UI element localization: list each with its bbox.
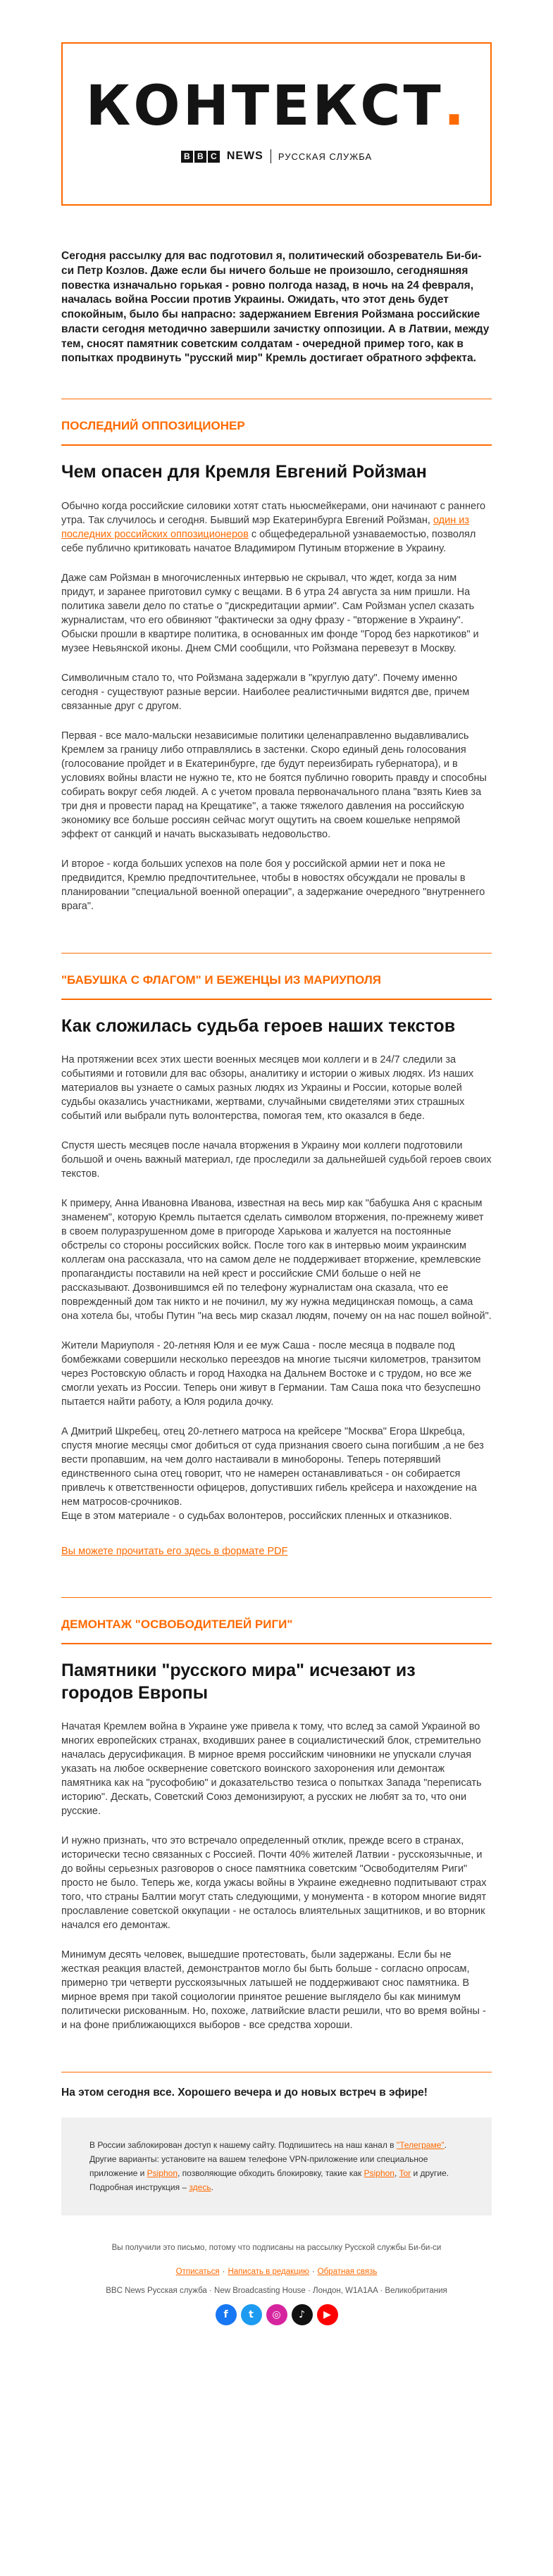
- section-headline: Чем опасен для Кремля Евгений Ройзман: [61, 462, 427, 482]
- intro-text: Сегодня рассылку для вас подготовил я, политический обозреватель Би-би-си Петр Козлов. Даже если бы ничего больше не произошло, сегодняшняя повестка изначально горькая - ровно полгода назад, в ночь на 24 февраля, началась война России против Украины. Ожидать, что этот день будет спокойным, было бы напрасно: задержанием Евгения Ройзмана российские власти сегодня методично завершили зачистку оппозиции. А в Латвии, между тем, сносят памятник советским солдатам - очередной пример того, как в попытках продвинуть "русский мир" Кремль достигает обратного эффекта.: [61, 250, 490, 365]
- newsletter: [0, 42, 553, 2341]
- instagram-icon[interactable]: ◎: [266, 2304, 287, 2325]
- note-text: , позволяющие обходить блокировку, такие как: [178, 2168, 364, 2178]
- content: [0, 249, 553, 2341]
- logo-dot: .: [443, 75, 468, 138]
- note-text: . Другие варианты: установите на вашем телефоне VPN-приложение или специальное приложение и: [89, 2140, 447, 2178]
- bbc-letter-c: C: [208, 151, 220, 163]
- section-kicker: ПОСЛЕДНИЙ ОППОЗИЦИОНЕР: [61, 419, 245, 433]
- paragraph: Спустя шесть месяцев после начала вторжения в Украину мои коллеги подготовили большой и очень важный материал, где проследили за дальнейшей судьбой героев своих текстов.: [61, 1140, 492, 1180]
- section-rule: [61, 1643, 492, 1644]
- paragraph: Начатая Кремлем война в Украине уже привела к тому, что вслед за самой Украиной во многих европейских странах, входивших ранее в социалистический блок, стремительно началась дерусификация. В мирное время российским чиновники не упускали случая указать на любое осквернение советского воинского захоронения или демонтаж памятника как на "русофобию" и доказательство тезиса о попытках Запада "переписать историю". Дескать, Советский Союз демонизируют, а русских не любят за то, что они русские.: [61, 1721, 482, 1818]
- telegram-link[interactable]: "Телеграме": [396, 2140, 445, 2151]
- note-text: ,: [394, 2168, 399, 2178]
- pdf-link[interactable]: Вы можете прочитать его здесь в формате PDF: [61, 1546, 288, 1558]
- paragraph: И нужно признать, что это встречало определенный отклик, прежде всего в странах, исторически тесно связанных с Россией. Почти 40% жителей Латвии - русскоязычные, и до войны серьезных разговоров о сносе памятника советским "Освободителям Риги" просто не было. Теперь же, когда ужасы войны в Украине ежедневно подпитывают страх того, что страны Балтии могут стать следующими, у монумента - в котором многие видят прославление советской оккупации - не осталось влиятельных защитников, и во вторник начался его демонтаж.: [61, 1835, 487, 1932]
- logo-text: КОНТЕКСТ: [85, 75, 444, 138]
- news-label: NEWS: [226, 150, 263, 162]
- note-text: и другие. Подробная инструкция –: [89, 2168, 449, 2192]
- facebook-icon[interactable]: f: [216, 2304, 237, 2325]
- divider: [61, 1597, 492, 1598]
- psiphon-link[interactable]: Psiphon: [147, 2168, 178, 2178]
- paragraph-text: с общефедеральной узнаваемостью, позволял себе публично критиковать начатое Владимиром Путиным вторжение в Украину.: [61, 528, 476, 554]
- paragraph: Первая - все мало-мальски независимые политики целенаправленно выдавливались Кремлем за границу либо отправлялись в застенки. Скоро единый день голосования (голосование пройдет и в Екатеринбурге, где будут переизбирать губернатора), и в условиях войны власти не нужно те, кто не боятся публично говорить правду и способны собирать вокруг себя людей. А с учетом провала первоначального плана "взять Киев за три дня и провести парад на Крещатике", а также тяжелого давления на российскую экономику все больше россиян сейчас могут ощутить на своем кошельке непрямой эффект от санкций и начать высказывать недовольство.: [61, 730, 487, 840]
- paragraph: [61, 499, 492, 556]
- paragraph: Минимум десять человек, вышедшие протестовать, были задержаны. Если бы не жесткая реакция властей, демонстрантов могло бы быть больше - согласно опросам, примерно три четверти русскоязычных латышей не поддерживают снос памятника. В мирное время при такой социологии принятое решение выглядело бы как минимум политически рискованным. Но, похоже, латвийские власти решили, что во время войны - и на фоне приближающихся выборов - все средства хороши.: [61, 1949, 486, 2032]
- instructions-link[interactable]: здесь: [189, 2182, 211, 2192]
- twitter-icon[interactable]: t: [241, 2304, 262, 2325]
- bbc-russian-brand: [63, 149, 490, 163]
- footer-links: Отписаться · Написать в редакцию · Обратная связь: [175, 2267, 378, 2276]
- paragraph: Символичным стало то, что Ройзмана задержали в "круглую дату". Почему именно сегодня - существуют разные версии. Наиболее реалистичными видятся две, причем связанные друг с другом.: [61, 672, 470, 712]
- note-text: .: [211, 2182, 213, 2192]
- unsubscribe-link[interactable]: Отписаться: [175, 2267, 220, 2276]
- paragraph: К примеру, Анна Ивановна Иванова, известная на весь мир как "бабушка Аня с красным знаменем", которую Кремль пытается сделать символом вторжения, по-прежнему живет в своем полуразрушенном доме в пригороде Харькова и жалуется на постоянные обстрелы со стороны российских войск. После того как в интервью моим украинским коллегам она рассказала, что на самом деле не поддерживает вторжение, кремлевские пропагандисты поставили на ней крест и российские СМИ больше о ней не рассказывают. Дозвонившимся ей по телефону журналистам она сказала, что ее поврежденный дом так никто и не починил, му жу нужна медицинская помощь, а сама она хотела бы, чтобы Путин "на весь мир сказал людям, почему он на нас пошел войной".: [61, 1198, 492, 1323]
- opposition-link[interactable]: один из последних российских оппозиционеров: [61, 514, 470, 540]
- footer-address: BBC News Русская служба · New Broadcasting House · Лондон, W1A1AA · Великобритания: [106, 2286, 447, 2295]
- paragraph: Жители Мариуполя - 20-летняя Юля и ее муж Саша - после месяца в подвале под бомбежками совершили несколько переездов на многие тысячи километров, транзитом через Ростовскую область и город Находка на Дальнем Востоке и с трудом, но все же смогли уехать из России. Теперь они живут в Германии. Там Саша пока что безуспешно пытается найти работу, а Юля родила дочку.: [61, 1340, 481, 1408]
- bbc-letter-b2: B: [194, 151, 206, 163]
- footer: [61, 2242, 492, 2341]
- paragraph: И второе - когда больших успехов на поле боя у российской армии нет и пока не предвидится, Кремлю предпочтительнее, чтобы в новостях обсуждали не провалы в планировании "специальной военной операции", а задержание очередного "внутреннего врага".: [61, 858, 485, 912]
- divider: [61, 953, 492, 954]
- bbc-logo: [181, 151, 220, 163]
- section-rule: [61, 444, 492, 446]
- psiphon-link[interactable]: Psiphon: [364, 2168, 394, 2178]
- youtube-icon[interactable]: ▶: [317, 2304, 338, 2325]
- access-note: [61, 2118, 492, 2215]
- feedback-link[interactable]: Обратная связь: [317, 2267, 378, 2276]
- bbc-letter-b1: B: [181, 151, 193, 163]
- social-links: [61, 2304, 492, 2341]
- section-headline: Как сложилась судьба героев наших текстов: [61, 1015, 456, 1036]
- write-editors-link[interactable]: Написать в редакцию: [228, 2267, 309, 2276]
- masthead: [61, 42, 492, 206]
- paragraph: Даже сам Ройзман в многочисленных интервью не скрывал, что ждет, когда за ним придут, и заранее приготовил сумку с вещами. В 6 утра 24 августа за ним пришли. На политика завели дело по статье о "дискредитации армии". Сам Ройзман успел сказать журналистам, что его обвиняют "фактически за одну фразу - "вторжение в Украину". Обыски прошли в квартире политика, в основанных им фонде "Город без наркотиков" и музее Невьянской иконы. Днем СМИ сообщили, что Ройзмана перевезут в Москву.: [61, 572, 479, 654]
- paragraph-text: Обычно когда российские силовики хотят стать ньюсмейкерами, они начинают с раннего утра. Так случилось и сегодня. Бывший мэр Екатеринбурга Евгений Ройзман,: [61, 500, 486, 526]
- kontekst-logo: [63, 44, 490, 138]
- paragraph: А Дмитрий Шкребец, отец 20-летнего матроса на крейсере "Москва" Егора Шкребца, спустя многие месяцы смог добиться от суда признания своего сына погибшим ,а не без вести пропавшим, на чем долго настаивали в минобороны. Теперь потерявший единственного сына отец говорит, что не намерен останавливаться - он собирается привлечь к ответственности офицеров, допустивших гибель крейсера и нахождение на нем матросов-срочников. Еще в этом материале - о судьбах волонтеров, российских пленных и отказников.: [61, 1426, 484, 1523]
- closing-line: На этом сегодня все. Хорошего вечера и до новых встреч в эфире!: [61, 2087, 428, 2099]
- subscription-notice: Вы получили это письмо, потому что подписаны на рассылку Русской службы Би-би-си: [111, 2244, 442, 2253]
- tiktok-icon[interactable]: ♪: [292, 2304, 313, 2325]
- service-name: РУССКАЯ СЛУЖБА: [278, 151, 373, 162]
- paragraph: На протяжении всех этих шести военных месяцев мои коллеги и в 24/7 следили за событиями и готовили для вас обзоры, аналитику и истории о живых людях. Из наших материалов вы узнаете о самых разных людях из Украины и России, которые волей судьбы оказались участниками, жертвами, случайными свидетелями этих страшных событий или выбрали путь волонтерства, помогая тем, кто оказался в беде.: [61, 1054, 474, 1123]
- section-kicker: ДЕМОНТАЖ "ОСВОБОДИТЕЛЕЙ РИГИ": [61, 1618, 293, 1632]
- section-kicker: "БАБУШКА С ФЛАГОМ" И БЕЖЕНЦЫ ИЗ МАРИУПОЛЯ: [61, 973, 381, 987]
- section-headline: Памятники "русского мира" исчезают из городов Европы: [61, 1661, 416, 1703]
- section-rule: [61, 999, 492, 1000]
- tor-link[interactable]: Tor: [399, 2168, 411, 2178]
- note-text: В России заблокирован доступ к нашему сайту. Подпишитесь на наш канал в: [89, 2140, 397, 2151]
